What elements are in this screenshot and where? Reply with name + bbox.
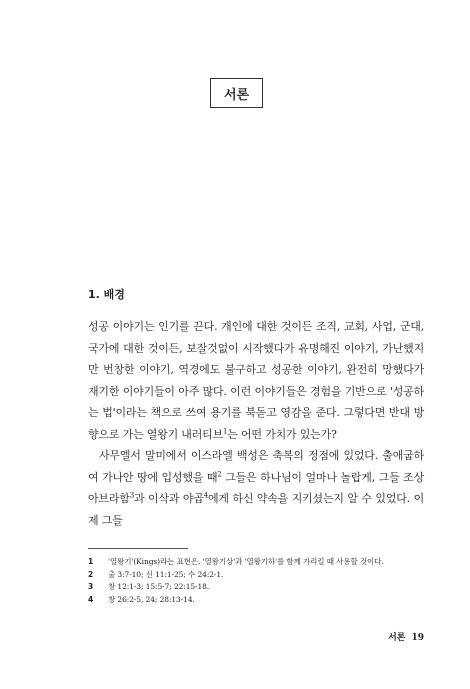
footnote-item bbox=[88, 569, 424, 582]
footnote-text: '열왕기'(Kings)라는 표현은, '열왕기상'과 '열왕기하'를 함께 가리킬 때 사용할 것이다. bbox=[108, 557, 384, 566]
paragraph-2-text-d: 에게 하신 약속을 지키셨는지 알 수 있었다. 이제 그들 bbox=[88, 492, 424, 527]
footnote-ref-4: 4 bbox=[203, 491, 208, 500]
body-text bbox=[88, 316, 424, 531]
footnote-item bbox=[88, 594, 424, 607]
footnote-number: 3 bbox=[88, 582, 94, 591]
chapter-title bbox=[210, 78, 263, 108]
footnote-divider bbox=[88, 548, 188, 549]
paragraph-2 bbox=[88, 445, 424, 531]
footnotes bbox=[88, 556, 424, 606]
footnote-text: 출 3:7-10; 신 11:1-25; 수 24:2-1. bbox=[108, 569, 224, 579]
paragraph-1-text-b: 는 어떤 가치가 있는가? bbox=[227, 427, 337, 441]
footnote-number: 4 bbox=[88, 594, 94, 604]
footnote-ref-3: 3 bbox=[129, 491, 134, 500]
page-footer bbox=[388, 630, 424, 643]
footnote-text: 창 26:2-5, 24; 28:13-14. bbox=[108, 594, 195, 604]
paragraph-1 bbox=[88, 316, 424, 445]
footnote-item bbox=[88, 581, 424, 594]
paragraph-2-text-c: 과 이삭과 야곱 bbox=[133, 492, 204, 505]
running-footer-label: 서론 bbox=[388, 633, 406, 643]
page-number: 19 bbox=[411, 633, 424, 643]
footnote-number: 1 bbox=[88, 557, 94, 566]
section-heading: 1. 배경 bbox=[88, 288, 125, 301]
paragraph-1-text-a: 성공 이야기는 인기를 끈다. 개인에 대한 것이든 조직, 교회, 사업, 군대, 국가에 대한 것이든, 보잘것없이 시작했다가 유명해진 이야기, 가난했지만 번창한 이야기, 역경에도 불구하고 성공한 이야기, 완전히 망했다가 재기한 이야기들이 아주 많다. 이런 이야기들은 경험을 기반으로 '성공하는 법'이라는 책으로 쓰여 용기를 북돋고 영감을 준다. 그렇다면 반대 방향으로 가는 열왕기 내러티브 bbox=[88, 320, 424, 441]
footnote-ref-1: 1 bbox=[223, 426, 228, 435]
paragraph-2-text-b: 그들은 하나님이 얼마나 놀랍게, 그들 조상 아브라함 bbox=[88, 470, 424, 505]
chapter-title-text: 서론 bbox=[223, 87, 250, 103]
footnote-number: 2 bbox=[88, 569, 94, 579]
footnote-ref-2: 2 bbox=[217, 469, 222, 478]
paragraph-2-text-a: 사무엘서 말미에서 이스라엘 백성은 축복의 정점에 있었다. 출애굽하여 가나안 땅에 입성했을 때 bbox=[88, 449, 424, 484]
footnote-text: 창 12:1-3; 15:5-7; 22:15-18. bbox=[108, 582, 210, 591]
footnote-item bbox=[88, 556, 424, 569]
